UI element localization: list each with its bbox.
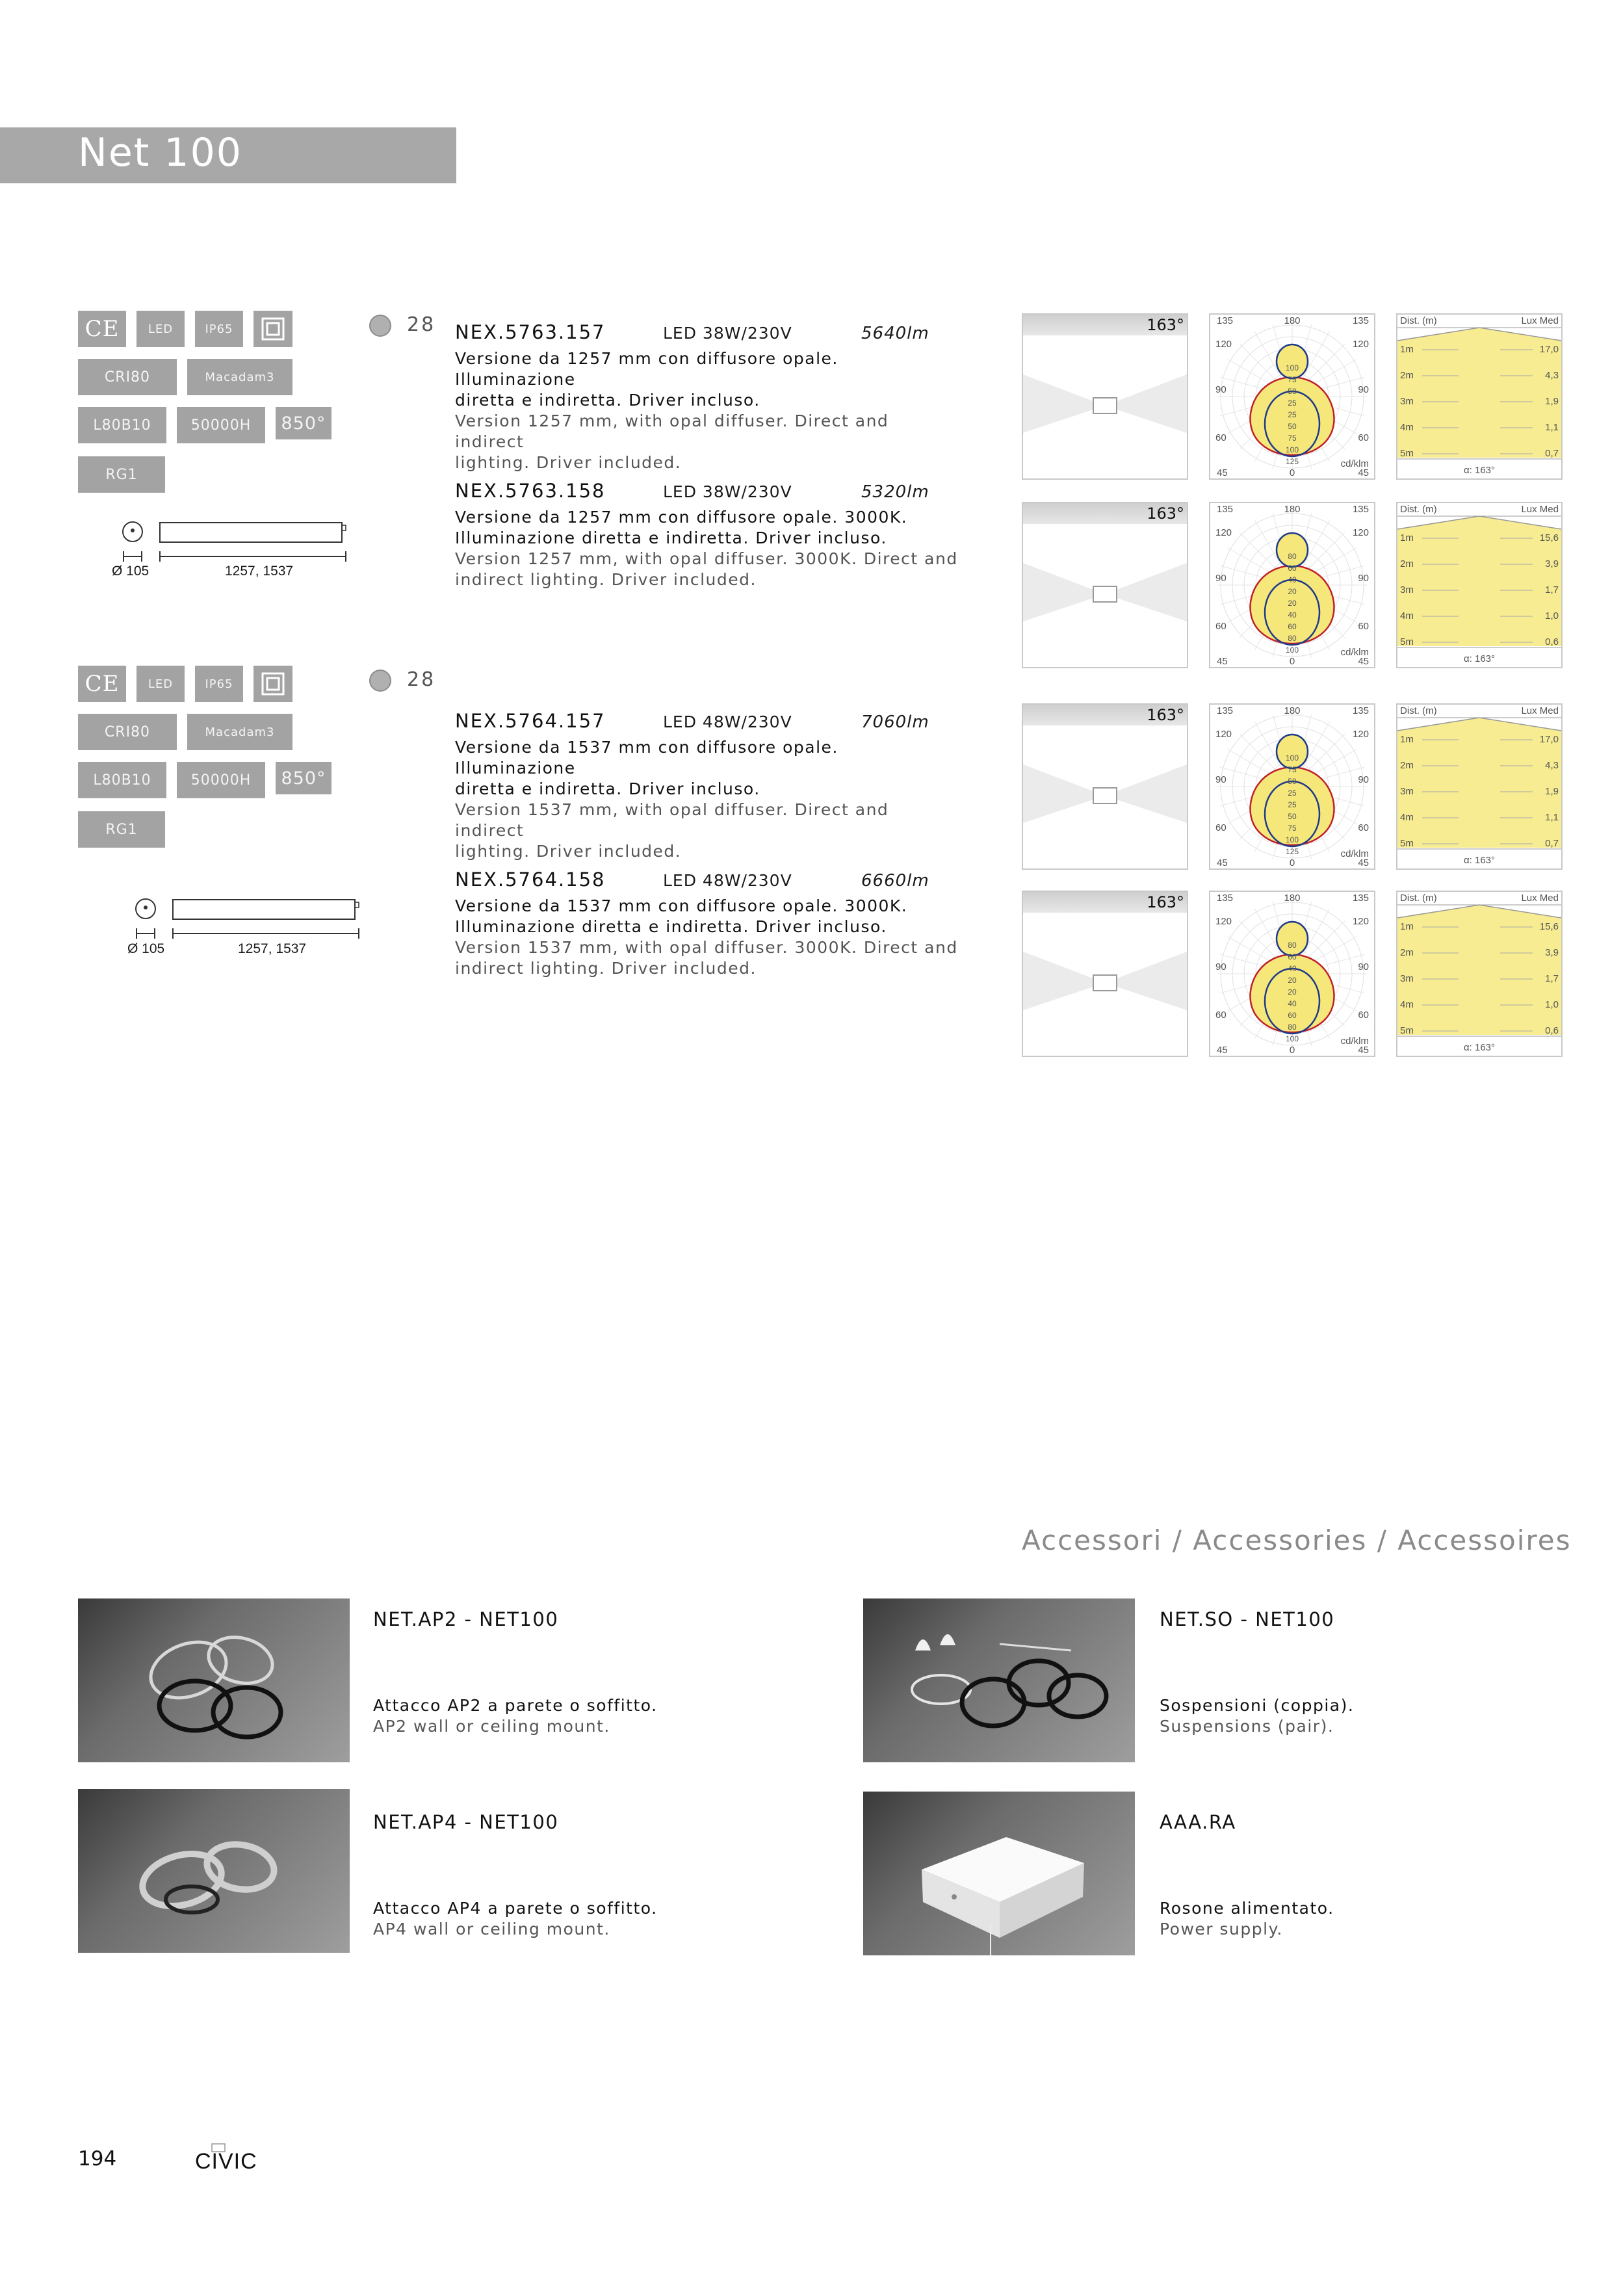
polar-label: 0 — [1289, 467, 1295, 478]
lux-diagram — [1396, 502, 1563, 668]
polar-ring-label: 50 — [1288, 387, 1297, 396]
page-number: 194 — [78, 2147, 117, 2171]
lux-distance: 5m — [1400, 838, 1414, 849]
polar-label: 45 — [1217, 467, 1228, 478]
lux-distance: 4m — [1400, 422, 1414, 433]
lux-distance: 1m — [1400, 344, 1414, 355]
lux-header: Dist. (m) — [1400, 705, 1437, 716]
polar-label: 45 — [1217, 1045, 1228, 1056]
polar-ring-label: 75 — [1288, 765, 1297, 774]
desc-it-line: diretta e indiretta. Driver incluso. — [455, 391, 760, 410]
accessory-text — [1160, 1608, 1550, 1737]
ip-badge: IP65 — [195, 666, 243, 702]
polar-ring-label: 40 — [1288, 575, 1297, 584]
lux-distance: 5m — [1400, 636, 1414, 647]
polar-label: 120 — [1352, 916, 1369, 927]
product-block — [455, 480, 962, 590]
cri-badge: CRI80 — [78, 714, 177, 750]
rg-badge: RG1 — [78, 811, 165, 848]
beam-diagram — [1022, 703, 1188, 870]
accessory-desc-en: Power supply. — [1160, 1920, 1283, 1938]
polar-label: 90 — [1215, 774, 1227, 785]
polar-label: 0 — [1289, 656, 1295, 667]
lux-header: Dist. (m) — [1400, 893, 1437, 904]
beam-diagram — [1022, 313, 1188, 480]
accessory-name: AAA.RA — [1160, 1811, 1236, 1833]
polar-ring-label: 75 — [1288, 824, 1297, 833]
polar-label: 90 — [1358, 774, 1369, 785]
desc-en-line: lighting. Driver included. — [455, 453, 682, 472]
product-code: NEX.5764.158 — [455, 868, 606, 891]
lux-distance: 4m — [1400, 999, 1414, 1010]
luminaire-icon — [1093, 975, 1117, 991]
desc-it-line: Versione da 1537 mm con diffusore opale. Illuminazione — [455, 738, 838, 777]
beam-angle: 163° — [1147, 893, 1184, 911]
desc-it-line: Versione da 1537 mm con diffusore opale. 3000K. — [455, 896, 908, 915]
polar-label: 45 — [1217, 656, 1228, 667]
desc-en-line: lighting. Driver included. — [455, 842, 682, 861]
polar-ring-label: 60 — [1288, 564, 1297, 573]
polar-label: 135 — [1217, 315, 1234, 326]
polar-ring-label: 20 — [1288, 587, 1297, 596]
product-spec: LED 48W/230V — [663, 712, 792, 731]
desc-en-line: indirect lighting. Driver included. — [455, 959, 757, 978]
code-marker-icon — [369, 315, 391, 337]
ip-badge: IP65 — [195, 311, 243, 347]
desc-it-line: Illuminazione diretta e indiretta. Driver incluso. — [455, 528, 887, 547]
lux-value: 0,7 — [1545, 448, 1559, 459]
desc-it-line: Illuminazione diretta e indiretta. Driver incluso. — [455, 917, 887, 936]
polar-unit: cd/klm — [1340, 458, 1369, 469]
polar-label: 90 — [1215, 573, 1227, 584]
lux-distance: 2m — [1400, 370, 1414, 381]
polar-unit: cd/klm — [1340, 647, 1369, 658]
polar-ring-label: 80 — [1288, 634, 1297, 643]
lux-distance: 4m — [1400, 812, 1414, 823]
polar-label: 180 — [1284, 705, 1301, 716]
polar-label: 120 — [1215, 916, 1232, 927]
polar-unit: cd/klm — [1340, 848, 1369, 859]
polar-ring-label: 50 — [1288, 422, 1297, 431]
polar-ring-label: 20 — [1288, 987, 1297, 997]
polar-label: 45 — [1217, 857, 1228, 868]
polar-label: 60 — [1215, 621, 1227, 632]
product-spec: LED 38W/230V — [663, 482, 792, 501]
product-block — [455, 321, 962, 473]
lux-value: 15,6 — [1539, 532, 1559, 543]
accessory-image-ra — [863, 1792, 1135, 1955]
ce-mark-icon: CE — [78, 666, 126, 702]
polar-ring-label: 25 — [1288, 410, 1297, 419]
polar-ring-label: 100 — [1285, 1034, 1299, 1043]
luminaire-icon — [1093, 398, 1117, 413]
temperature-badge: 850° — [276, 762, 331, 794]
lb-badge: L80B10 — [78, 407, 166, 443]
lux-value: 17,0 — [1539, 344, 1559, 355]
polar-label: 90 — [1358, 573, 1369, 584]
lux-cone — [1397, 718, 1561, 848]
beam-diagram — [1022, 891, 1188, 1057]
polar-ring-label: 80 — [1288, 1023, 1297, 1032]
diameter-label: Ø 105 — [112, 564, 149, 579]
lux-distance: 2m — [1400, 760, 1414, 771]
rg-badge: RG1 — [78, 456, 165, 493]
class-ii-icon — [253, 666, 292, 702]
desc-it-line: Versione da 1257 mm con diffusore opale. Illuminazione — [455, 349, 838, 389]
lux-value: 4,3 — [1545, 760, 1559, 771]
lux-diagram — [1396, 891, 1563, 1057]
lux-value: 1,7 — [1545, 973, 1559, 984]
desc-en-line: Version 1537 mm, with opal diffuser. Direct and indirect — [455, 800, 889, 840]
lux-value: 1,9 — [1545, 786, 1559, 797]
length-label: 1257, 1537 — [238, 941, 307, 956]
desc-it-line: diretta e indiretta. Driver incluso. — [455, 779, 760, 798]
lux-distance: 2m — [1400, 558, 1414, 569]
lux-distance: 5m — [1400, 448, 1414, 459]
polar-ring-label: 60 — [1288, 622, 1297, 631]
polar-label: 45 — [1358, 1045, 1369, 1056]
lux-distance: 1m — [1400, 734, 1414, 745]
polar-label: 60 — [1358, 822, 1369, 833]
product-block — [455, 710, 962, 862]
lux-value: 15,6 — [1539, 921, 1559, 932]
macadam-badge: Macadam3 — [187, 359, 292, 395]
product-lumen: 5640lm — [861, 324, 929, 343]
lux-alpha: α: 163° — [1463, 1042, 1496, 1053]
polar-diagram — [1209, 891, 1375, 1057]
product-lumen: 6660lm — [861, 871, 929, 891]
ce-mark-icon: CE — [78, 311, 126, 347]
polar-label: 90 — [1358, 961, 1369, 972]
accessory-desc-en: AP4 wall or ceiling mount. — [373, 1920, 610, 1938]
lux-value: 1,9 — [1545, 396, 1559, 407]
code-number: 28 — [407, 668, 436, 691]
polar-ring-label: 125 — [1285, 457, 1299, 466]
page-title: Net 100 — [78, 130, 242, 176]
polar-diagram — [1209, 703, 1375, 870]
polar-diagram — [1209, 313, 1375, 480]
accessory-image-ap4 — [78, 1789, 350, 1953]
lux-value: 3,9 — [1545, 558, 1559, 569]
polar-label: 45 — [1358, 857, 1369, 868]
lux-diagram — [1396, 313, 1563, 480]
polar-ring-label: 25 — [1288, 398, 1297, 408]
lux-distance: 5m — [1400, 1025, 1414, 1036]
accessory-desc-it: Attacco AP2 a parete o soffitto. — [373, 1696, 658, 1715]
lux-value: 3,9 — [1545, 947, 1559, 958]
lux-header: Lux Med — [1521, 315, 1559, 326]
lux-value: 4,3 — [1545, 370, 1559, 381]
polar-ring-label: 80 — [1288, 941, 1297, 950]
desc-it-line: Versione da 1257 mm con diffusore opale. 3000K. — [455, 508, 908, 527]
polar-label: 90 — [1215, 961, 1227, 972]
lux-distance: 1m — [1400, 921, 1414, 932]
polar-ring-label: 100 — [1285, 646, 1299, 655]
polar-label: 120 — [1352, 339, 1369, 350]
polar-label: 60 — [1358, 1010, 1369, 1021]
polar-label: 135 — [1352, 504, 1369, 515]
beam-angle: 163° — [1147, 316, 1184, 334]
lux-cone — [1397, 328, 1561, 458]
polar-label: 0 — [1289, 1045, 1295, 1056]
product-spec: LED 38W/230V — [663, 324, 792, 343]
lb-badge: L80B10 — [78, 762, 166, 798]
desc-en-line: Version 1257 mm, with opal diffuser. Direct and indirect — [455, 411, 889, 451]
accessories-title: Accessori / Accessories / Accessoires — [1022, 1524, 1572, 1556]
accessory-desc-en: AP2 wall or ceiling mount. — [373, 1717, 610, 1736]
polar-label: 120 — [1215, 339, 1232, 350]
brand-logo — [192, 2143, 257, 2174]
polar-ring-label: 100 — [1285, 445, 1299, 454]
polar-label: 120 — [1352, 729, 1369, 740]
lux-header: Lux Med — [1521, 504, 1559, 515]
lux-value: 1,7 — [1545, 584, 1559, 595]
led-badge: LED — [136, 666, 185, 702]
polar-ring-label: 75 — [1288, 434, 1297, 443]
polar-ring-label: 40 — [1288, 999, 1297, 1008]
polar-diagram — [1209, 502, 1375, 668]
product-lumen: 5320lm — [861, 482, 929, 502]
accessory-name: NET.AP2 - NET100 — [373, 1608, 559, 1630]
polar-label: 135 — [1217, 705, 1234, 716]
polar-ring-label: 25 — [1288, 789, 1297, 798]
product-lumen: 7060lm — [861, 712, 929, 732]
macadam-badge: Macadam3 — [187, 714, 292, 750]
accessory-name: NET.SO - NET100 — [1160, 1608, 1335, 1630]
lux-value: 1,0 — [1545, 999, 1559, 1010]
polar-ring-label: 125 — [1285, 847, 1299, 856]
polar-label: 60 — [1215, 1010, 1227, 1021]
beam-diagram — [1022, 502, 1188, 668]
lux-alpha: α: 163° — [1463, 855, 1496, 866]
polar-label: 180 — [1284, 315, 1301, 326]
accessory-name: NET.AP4 - NET100 — [373, 1811, 559, 1833]
length-label: 1257, 1537 — [225, 564, 294, 579]
lux-distance: 3m — [1400, 786, 1414, 797]
polar-label: 120 — [1215, 729, 1232, 740]
accessory-desc-en: Suspensions (pair). — [1160, 1717, 1334, 1736]
accessory-desc-it: Sospensioni (coppia). — [1160, 1696, 1355, 1715]
lux-distance: 3m — [1400, 973, 1414, 984]
cri-badge: CRI80 — [78, 359, 177, 395]
polar-ring-label: 80 — [1288, 552, 1297, 561]
accessory-text — [373, 1608, 763, 1737]
polar-label: 60 — [1215, 822, 1227, 833]
polar-ring-label: 25 — [1288, 800, 1297, 809]
lux-value: 17,0 — [1539, 734, 1559, 745]
accessory-text — [373, 1811, 763, 1940]
polar-label: 120 — [1352, 527, 1369, 538]
polar-ring-label: 20 — [1288, 976, 1297, 985]
desc-en-line: indirect lighting. Driver included. — [455, 570, 757, 589]
polar-label: 90 — [1215, 384, 1227, 395]
lux-distance: 3m — [1400, 584, 1414, 595]
polar-ring-label: 20 — [1288, 599, 1297, 608]
accessory-desc-it: Attacco AP4 a parete o soffitto. — [373, 1899, 658, 1918]
polar-unit: cd/klm — [1340, 1036, 1369, 1047]
polar-label: 120 — [1215, 527, 1232, 538]
lux-distance: 1m — [1400, 532, 1414, 543]
svg-text:CIVIC: CIVIC — [195, 2149, 257, 2174]
accessory-image-ap2 — [78, 1598, 350, 1762]
accessory-desc-it: Rosone alimentato. — [1160, 1899, 1334, 1918]
polar-label: 60 — [1358, 432, 1369, 443]
code-marker-icon — [369, 670, 391, 692]
polar-label: 45 — [1358, 467, 1369, 478]
lux-cone — [1397, 905, 1561, 1035]
lux-header: Lux Med — [1521, 893, 1559, 904]
polar-label: 135 — [1352, 893, 1369, 904]
code-number: 28 — [407, 313, 436, 336]
title-band — [0, 127, 456, 183]
diameter-label: Ø 105 — [127, 941, 165, 956]
polar-ring-label: 100 — [1285, 753, 1299, 763]
lux-header: Dist. (m) — [1400, 315, 1437, 326]
accessory-text — [1160, 1811, 1550, 1940]
product-code: NEX.5763.158 — [455, 480, 606, 502]
lux-value: 1,1 — [1545, 812, 1559, 823]
polar-curve-blue-up — [1277, 922, 1308, 956]
beam-angle: 163° — [1147, 706, 1184, 724]
lux-value: 1,1 — [1545, 422, 1559, 433]
hours-badge: 50000H — [177, 407, 265, 443]
polar-label: 90 — [1358, 384, 1369, 395]
lux-cone — [1397, 516, 1561, 646]
polar-ring-label: 60 — [1288, 952, 1297, 961]
polar-label: 180 — [1284, 893, 1301, 904]
polar-label: 180 — [1284, 504, 1301, 515]
product-spec: LED 48W/230V — [663, 871, 792, 890]
polar-ring-label: 100 — [1285, 835, 1299, 844]
polar-label: 135 — [1352, 315, 1369, 326]
polar-label: 60 — [1215, 432, 1227, 443]
lux-value: 0,6 — [1545, 636, 1559, 647]
polar-curve-blue-up — [1277, 533, 1308, 567]
desc-en-line: Version 1537 mm, with opal diffuser. 3000K. Direct and — [455, 938, 958, 957]
polar-label: 135 — [1352, 705, 1369, 716]
polar-ring-label: 60 — [1288, 1011, 1297, 1020]
lux-distance: 4m — [1400, 610, 1414, 621]
polar-ring-label: 50 — [1288, 812, 1297, 821]
lux-diagram — [1396, 703, 1563, 870]
lux-header: Lux Med — [1521, 705, 1559, 716]
product-block — [455, 868, 962, 979]
polar-label: 135 — [1217, 504, 1234, 515]
polar-ring-label: 75 — [1288, 375, 1297, 384]
polar-ring-label: 100 — [1285, 363, 1299, 372]
luminaire-icon — [1093, 586, 1117, 602]
polar-curve-blue-up — [1277, 345, 1308, 378]
lux-alpha: α: 163° — [1463, 465, 1496, 476]
lux-distance: 3m — [1400, 396, 1414, 407]
lux-value: 1,0 — [1545, 610, 1559, 621]
polar-label: 0 — [1289, 857, 1295, 868]
hours-badge: 50000H — [177, 762, 265, 798]
polar-label: 60 — [1358, 621, 1369, 632]
product-code: NEX.5763.157 — [455, 321, 606, 343]
beam-angle: 163° — [1147, 504, 1184, 523]
desc-en-line: Version 1257 mm, with opal diffuser. 3000K. Direct and — [455, 549, 958, 568]
polar-label: 135 — [1217, 893, 1234, 904]
led-badge: LED — [136, 311, 185, 347]
product-code: NEX.5764.157 — [455, 710, 606, 732]
accessory-image-so — [863, 1598, 1135, 1762]
lux-value: 0,6 — [1545, 1025, 1559, 1036]
lux-header: Dist. (m) — [1400, 504, 1437, 515]
lux-alpha: α: 163° — [1463, 653, 1496, 664]
polar-label: 45 — [1358, 656, 1369, 667]
polar-ring-label: 40 — [1288, 610, 1297, 620]
luminaire-icon — [1093, 788, 1117, 803]
lux-value: 0,7 — [1545, 838, 1559, 849]
polar-ring-label: 50 — [1288, 777, 1297, 786]
polar-ring-label: 40 — [1288, 964, 1297, 973]
class-ii-icon — [253, 311, 292, 347]
temperature-badge: 850° — [276, 407, 331, 439]
polar-curve-blue-up — [1277, 735, 1308, 768]
lux-distance: 2m — [1400, 947, 1414, 958]
